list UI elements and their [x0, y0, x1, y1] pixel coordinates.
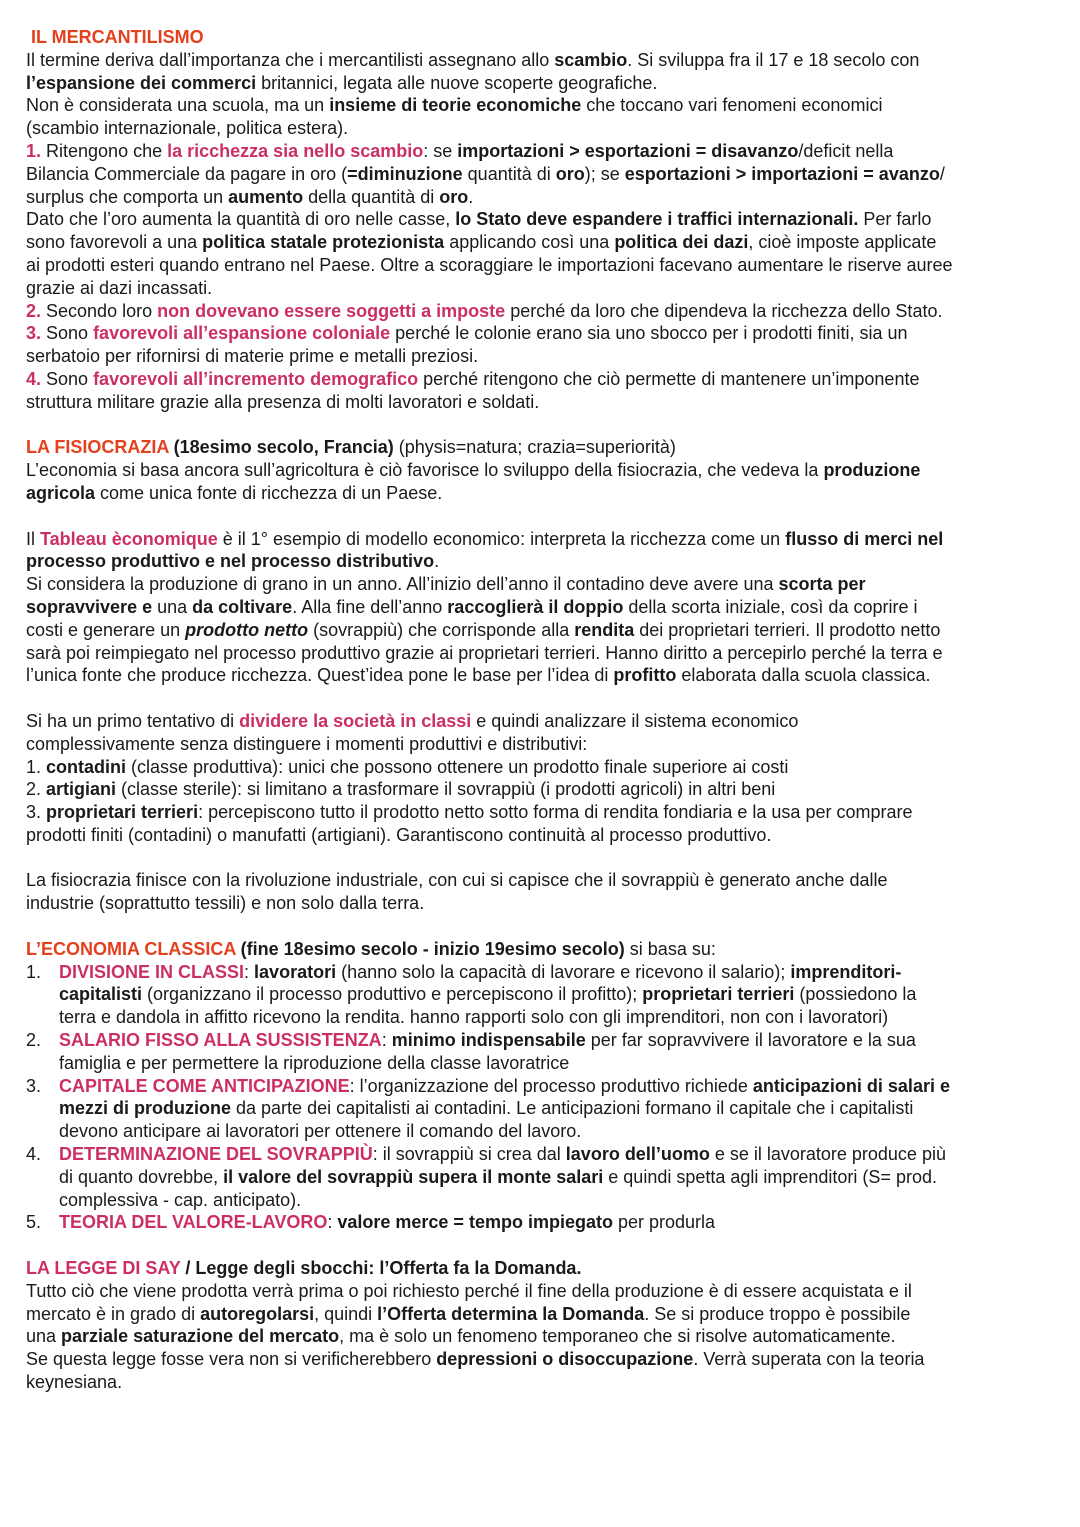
- document-page: [26, 26, 1066, 1394]
- text-segment: mercato è in grado di: [26, 1303, 201, 1324]
- text-segment: perché da loro che dipendeva la ricchezza dello Stato.: [505, 300, 943, 321]
- text-line: [26, 140, 1066, 163]
- highlighted-text: DETERMINAZIONE DEL SOVRAPPIÙ: [59, 1144, 373, 1165]
- bold-text: minimo indispensabile: [391, 1030, 586, 1051]
- bold-text: autoregolarsi: [200, 1303, 315, 1324]
- text-segment: ); se: [584, 163, 625, 184]
- highlighted-text: Tableau èconomique: [40, 528, 218, 549]
- text-line: [26, 528, 1066, 551]
- bold-text: lavoratori: [254, 961, 337, 982]
- blank-line: [26, 414, 1066, 437]
- text-line: [26, 824, 1066, 847]
- bold-text: artigiani: [46, 779, 117, 800]
- text-line: [26, 459, 1066, 482]
- text-segment: :: [244, 961, 255, 982]
- text-segment: , quindi: [314, 1303, 378, 1324]
- text-segment: keynesiana.: [26, 1372, 123, 1393]
- text-segment: Secondo loro: [41, 300, 158, 321]
- text-segment: e quindi spetta agli imprenditori (S= prod.: [603, 1166, 937, 1187]
- text-line: [26, 1325, 1066, 1348]
- text-line: [26, 1052, 1066, 1075]
- text-line: [26, 300, 1066, 323]
- text-segment: 3.: [26, 802, 47, 823]
- text-line: [26, 368, 1066, 391]
- bold-text: =diminuzione: [347, 163, 463, 184]
- text-line: [26, 186, 1066, 209]
- text-segment: e se il lavoratore produce più: [709, 1144, 946, 1165]
- text-segment: . Se si produce troppo è possibile: [644, 1303, 911, 1324]
- text-line: [26, 892, 1066, 915]
- text-segment: 2.: [26, 779, 47, 800]
- text-segment: :: [381, 1030, 392, 1051]
- text-segment: quantità di: [462, 163, 556, 184]
- bold-text: aumento: [228, 186, 304, 207]
- list-item: [26, 1075, 1066, 1098]
- text-line: [26, 322, 1066, 345]
- highlighted-text: 2.: [26, 300, 42, 321]
- text-segment: per produrla: [612, 1212, 716, 1233]
- text-line: [26, 1348, 1066, 1371]
- text-segment: (physis=natura; crazia=superiorità): [393, 437, 676, 458]
- list-item: [26, 1211, 1066, 1234]
- highlighted-text: favorevoli all’incremento demografico: [93, 368, 419, 389]
- text-line: [26, 345, 1066, 368]
- text-line: [26, 436, 1066, 459]
- bold-text: / Legge degli sbocchi: l’Offerta fa la Domanda.: [180, 1258, 582, 1279]
- bold-text: esportazioni > importazioni = avanzo: [624, 163, 940, 184]
- text-line: [26, 208, 1066, 231]
- text-segment: complessiva - cap. anticipato).: [59, 1189, 302, 1210]
- text-segment: l’unica fonte che produce ricchezza. Quest’idea pone le base per l’idea di: [26, 665, 614, 686]
- text-segment: Per farlo: [858, 209, 932, 230]
- text-line: [26, 49, 1066, 72]
- highlighted-text: CAPITALE COME ANTICIPAZIONE: [59, 1075, 350, 1096]
- bold-text: proprietari terrieri: [46, 802, 199, 823]
- text-line: [26, 983, 1066, 1006]
- text-line: [26, 72, 1066, 95]
- text-segment: , ma è solo un fenomeno temporaneo che si risolve automaticamente.: [339, 1326, 896, 1347]
- text-segment: (hanno solo la capacità di lavorare e ricevono il salario);: [336, 961, 791, 982]
- text-line: [26, 231, 1066, 254]
- bold-text: proprietari terrieri: [642, 984, 795, 1005]
- text-segment: L’economia si basa ancora sull’agricoltura è ciò favorisce lo sviluppo della fisiocrazia, che vedeva la: [26, 460, 824, 481]
- list-number: 1.: [26, 961, 42, 982]
- text-segment: è il 1° esempio di modello economico: interpreta la ricchezza come un: [217, 528, 786, 549]
- bold-text: parziale saturazione del mercato: [61, 1326, 340, 1347]
- text-line: [26, 26, 1066, 49]
- text-segment: :: [327, 1212, 338, 1233]
- bold-text: lo Stato deve espandere i traffici internazionali.: [455, 209, 859, 230]
- text-line: [26, 938, 1066, 961]
- highlighted-text: 3.: [26, 323, 42, 344]
- list-item: [26, 961, 1066, 984]
- blank-line: [26, 847, 1066, 870]
- blank-line: [26, 915, 1066, 938]
- text-line: [26, 596, 1066, 619]
- text-line: [26, 163, 1066, 186]
- text-segment: che toccano vari fenomeni economici: [581, 95, 883, 116]
- text-segment: elaborata dalla scuola classica.: [676, 665, 931, 686]
- text-line: [26, 94, 1066, 117]
- text-segment: si basa su:: [624, 938, 716, 959]
- text-segment: Il: [26, 528, 41, 549]
- text-line: [26, 550, 1066, 573]
- text-segment: grazie ai dazi incassati.: [26, 277, 213, 298]
- bold-text: capitalisti: [59, 984, 143, 1005]
- text-segment: . Si sviluppa fra il 17 e 18 secolo con: [627, 49, 920, 70]
- bold-text: scorta per: [778, 574, 866, 595]
- text-segment: sarà poi reimpiegato nel processo produttivo grazie ai proprietari terrieri. Hanno diritto a percepirlo perché la terra e: [26, 642, 943, 663]
- text-segment: struttura militare grazie alla presenza di molti lavoratori e soldati.: [26, 391, 540, 412]
- bold-text: produzione: [823, 460, 921, 481]
- text-line: [26, 642, 1066, 665]
- text-line: [26, 869, 1066, 892]
- bold-text: oro: [555, 163, 585, 184]
- text-segment: industrie (soprattutto tessili) e non solo dalla terra.: [26, 893, 425, 914]
- bold-text: profitto: [613, 665, 677, 686]
- text-segment: Ritengono che: [41, 140, 168, 161]
- bold-text: agricola: [26, 482, 96, 503]
- text-segment: .: [434, 551, 440, 572]
- text-line: [26, 573, 1066, 596]
- text-segment: una: [152, 596, 193, 617]
- bold-text: insieme di teorie economiche: [329, 95, 582, 116]
- highlighted-text: DIVISIONE IN CLASSI: [59, 961, 245, 982]
- text-segment: serbatoio per rifornirsi di materie prime e metalli preziosi.: [26, 346, 479, 367]
- text-segment: : il sovrappiù si crea dal: [372, 1144, 566, 1165]
- text-line: [26, 1371, 1066, 1394]
- text-segment: 1.: [26, 756, 47, 777]
- text-line: [26, 391, 1066, 414]
- list-item: [26, 1029, 1066, 1052]
- section-heading: LA LEGGE DI SAY: [26, 1258, 181, 1279]
- list-number: 2.: [26, 1030, 42, 1051]
- highlighted-text: la ricchezza sia nello scambio: [167, 140, 424, 161]
- text-segment: : percepiscono tutto il prodotto netto sotto forma di rendita fondiaria e la usa per comprare: [198, 802, 913, 823]
- text-line: [26, 1166, 1066, 1189]
- text-segment: Sono: [41, 368, 94, 389]
- blank-line: [26, 687, 1066, 710]
- bold-italic-text: prodotto netto: [185, 619, 309, 640]
- text-segment: Sono: [41, 323, 94, 344]
- highlighted-text: favorevoli all’espansione coloniale: [93, 323, 391, 344]
- bold-text: l’Offerta determina la Domanda: [377, 1303, 645, 1324]
- text-segment: Si considera la produzione di grano in un anno. All’inizio dell’anno il contadino deve avere una: [26, 574, 779, 595]
- bold-text: contadini: [46, 756, 127, 777]
- text-line: [26, 1189, 1066, 1212]
- text-segment: famiglia e per permettere la riproduzione della classe lavoratrice: [59, 1052, 570, 1073]
- list-number: 4.: [26, 1144, 42, 1165]
- text-segment: terra e dandola in affitto ricevono la rendita. hanno rapporti solo con gli imprenditori, non con i lavoratori): [59, 1007, 889, 1028]
- text-segment: costi e generare un: [26, 619, 186, 640]
- text-segment: britannici, legata alle nuove scoperte geografiche.: [256, 72, 658, 93]
- text-segment: . Verrà superata con la teoria: [693, 1349, 925, 1370]
- text-segment: da parte dei capitalisti ai contadini. Le anticipazioni formano il capitale che i capitalisti: [231, 1098, 914, 1119]
- bold-text: sopravvivere e: [26, 596, 153, 617]
- bold-text: (18esimo secolo, Francia): [168, 437, 394, 458]
- text-line: [26, 710, 1066, 733]
- text-segment: perché le colonie erano sia uno sbocco per i prodotti finiti, sia un: [390, 323, 908, 344]
- text-segment: perché ritengono che ciò permette di mantenere un’imponente: [418, 368, 920, 389]
- text-segment: , cioè imposte applicate: [748, 232, 937, 253]
- text-segment: applicando così una: [444, 232, 615, 253]
- bold-text: oro: [439, 186, 469, 207]
- bold-text: l’espansione dei commerci: [26, 72, 257, 93]
- text-segment: (scambio internazionale, politica estera).: [26, 118, 349, 139]
- text-segment: sono favorevoli a una: [26, 232, 203, 253]
- text-segment: /: [939, 163, 945, 184]
- text-segment: prodotti finiti (contadini) o manufatti (artigiani). Garantiscono continuità al processo produttivo.: [26, 824, 772, 845]
- blank-line: [26, 1234, 1066, 1257]
- text-segment: : l’organizzazione del processo produttivo richiede: [349, 1075, 753, 1096]
- highlighted-text: 1.: [26, 140, 42, 161]
- text-segment: : se: [423, 140, 458, 161]
- text-segment: . Alla fine dell’anno: [292, 596, 448, 617]
- bold-text: politica statale protezionista: [202, 232, 445, 253]
- text-segment: Non è considerata una scuola, ma un: [26, 95, 330, 116]
- text-segment: surplus che comporta un: [26, 186, 229, 207]
- text-segment: /deficit nella: [798, 140, 894, 161]
- text-segment: Se questa legge fosse vera non si verificherebbero: [26, 1349, 437, 1370]
- bold-text: raccoglierà il doppio: [447, 596, 624, 617]
- bold-text: anticipazioni di salari e: [752, 1075, 950, 1096]
- text-segment: Bilancia Commerciale da pagare in oro (: [26, 163, 348, 184]
- section-heading: IL MERCANTILISMO: [26, 27, 204, 47]
- highlighted-text: SALARIO FISSO ALLA SUSSISTENZA: [59, 1030, 382, 1051]
- text-segment: devono anticipare ai lavoratori per ottenere il comando del lavoro.: [59, 1121, 582, 1142]
- text-segment: della quantità di: [303, 186, 440, 207]
- text-segment: La fisiocrazia finisce con la rivoluzione industriale, con cui si capisce che il sovrappiù è generato anche dalle: [26, 870, 888, 891]
- text-segment: e quindi analizzare il sistema economico: [471, 710, 799, 731]
- bold-text: scambio: [554, 49, 628, 70]
- text-segment: (organizzano il processo produttivo e percepiscono il profitto);: [142, 984, 643, 1005]
- text-segment: ai prodotti esteri quando entrano nel Paese. Oltre a scoraggiare le importazioni facevano aumentare le riserve auree: [26, 254, 953, 275]
- text-segment: come unica fonte di ricchezza di un Paese.: [95, 482, 443, 503]
- text-line: [26, 1097, 1066, 1120]
- text-line: [26, 778, 1066, 801]
- list-number: 5.: [26, 1212, 42, 1233]
- highlighted-text: 4.: [26, 368, 42, 389]
- text-segment: (sovrappiù) che corrisponde alla: [308, 619, 575, 640]
- bold-text: imprenditori-: [790, 961, 902, 982]
- bold-text: rendita: [574, 619, 635, 640]
- text-segment: (possiedono la: [794, 984, 917, 1005]
- text-segment: della scorta iniziale, così da coprire i: [623, 596, 918, 617]
- text-segment: Tutto ciò che viene prodotta verrà prima o poi richiesto perché il fine della produzione è di essere acquistata e il: [26, 1280, 912, 1301]
- text-line: [26, 277, 1066, 300]
- text-segment: per far sopravvivere il lavoratore e la sua: [585, 1030, 916, 1051]
- highlighted-text: dividere la società in classi: [239, 710, 472, 731]
- text-line: [26, 1006, 1066, 1029]
- bold-text: lavoro dell’uomo: [565, 1144, 710, 1165]
- text-line: [26, 117, 1066, 140]
- text-line: [26, 801, 1066, 824]
- bold-text: valore merce = tempo impiegato: [337, 1212, 613, 1233]
- blank-line: [26, 505, 1066, 528]
- bold-text: processo produttivo e nel processo distributivo: [26, 551, 435, 572]
- highlighted-text: non dovevano essere soggetti a imposte: [157, 300, 506, 321]
- text-line: [26, 254, 1066, 277]
- text-line: [26, 1120, 1066, 1143]
- bold-text: depressioni o disoccupazione: [436, 1349, 694, 1370]
- bold-text: politica dei dazi: [614, 232, 749, 253]
- list-item: [26, 1143, 1066, 1166]
- section-heading: LA FISIOCRAZIA: [26, 437, 169, 458]
- bold-text: flusso di merci nel: [785, 528, 944, 549]
- text-line: [26, 619, 1066, 642]
- bold-text: importazioni > esportazioni = disavanzo: [457, 140, 799, 161]
- highlighted-text: TEORIA DEL VALORE-LAVORO: [59, 1212, 328, 1233]
- list-number: 3.: [26, 1075, 42, 1096]
- text-line: [26, 733, 1066, 756]
- text-line: [26, 756, 1066, 779]
- text-segment: di quanto dovrebbe,: [59, 1166, 224, 1187]
- text-segment: dei proprietari terrieri. Il prodotto netto: [634, 619, 941, 640]
- text-segment: Il termine deriva dall’importanza che i mercantilisti assegnano allo: [26, 49, 555, 70]
- text-segment: .: [468, 186, 474, 207]
- bold-text: il valore del sovrappiù supera il monte salari: [223, 1166, 604, 1187]
- bold-text: mezzi di produzione: [59, 1098, 232, 1119]
- text-line: [26, 1303, 1066, 1326]
- section-heading: L’ECONOMIA CLASSICA: [26, 938, 236, 959]
- text-segment: una: [26, 1326, 62, 1347]
- text-line: [26, 664, 1066, 687]
- bold-text: da coltivare: [192, 596, 293, 617]
- text-segment: (classe sterile): si limitano a trasformare il sovrappiù (i prodotti agricoli) in altri beni: [116, 779, 776, 800]
- text-segment: Dato che l’oro aumenta la quantità di oro nelle casse,: [26, 209, 456, 230]
- bold-text: (fine 18esimo secolo - inizio 19esimo secolo): [235, 938, 625, 959]
- text-segment: complessivamente senza distinguere i momenti produttivi e distributivi:: [26, 733, 588, 754]
- text-line: [26, 482, 1066, 505]
- text-segment: (classe produttiva): unici che possono ottenere un prodotto finale superiore ai costi: [126, 756, 789, 777]
- text-line: [26, 1280, 1066, 1303]
- text-segment: Si ha un primo tentativo di: [26, 710, 240, 731]
- text-line: [26, 1257, 1066, 1280]
